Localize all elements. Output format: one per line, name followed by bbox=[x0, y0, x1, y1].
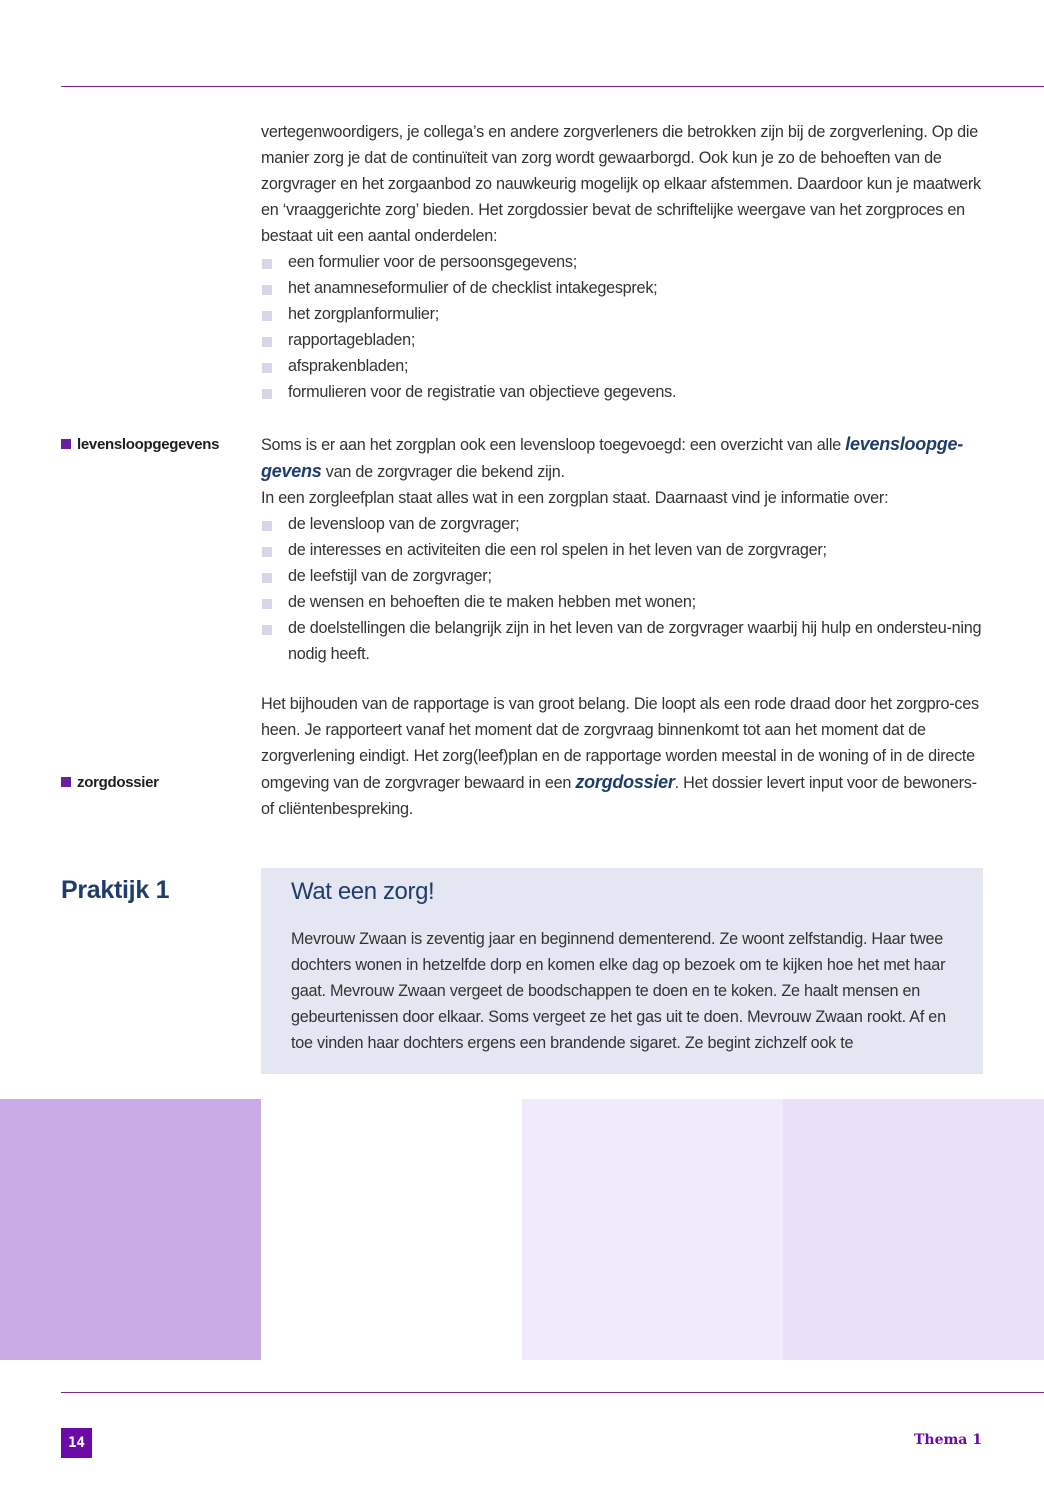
list-item: formulieren voor de registratie van objectieve gegevens. bbox=[261, 379, 983, 405]
zorgleefplan-paragraph: In een zorgleefplan staat alles wat in een zorgplan staat. Daarnaast vind je informatie over: bbox=[261, 489, 889, 507]
rapportage-paragraph: Het bijhouden van de rapportage is van groot belang. Die loopt als een rode draad door het zorgpro-ces heen. Je rapporteert vanaf het moment dat de zorgvraag binnenkomt tot aan het moment dat de zorgverlening eindigt. Het zorg(leef)plan en de rapportage worden meestal in de woning of in de directe omgeving van de zorgvrager bewaard in een zorgdossier. Het dossier levert input voor de bewoners- of cliëntenbespreking. bbox=[261, 695, 979, 818]
square-bullet-icon bbox=[262, 285, 272, 295]
square-marker-icon bbox=[61, 439, 71, 449]
dossier-parts-list bbox=[261, 249, 983, 405]
keyword-zorgdossier: zorgdossier bbox=[575, 772, 675, 792]
list-item: rapportagebladen; bbox=[261, 327, 983, 353]
list-item: afsprakenbladen; bbox=[261, 353, 983, 379]
margin-term-zorgdossier: zorgdossier bbox=[61, 772, 159, 794]
praktijk-title: Wat een zorg! bbox=[291, 878, 435, 905]
list-item: de levensloop van de zorgvrager; bbox=[261, 511, 983, 537]
list-item: de wensen en behoeften die te maken hebben met wonen; bbox=[261, 589, 983, 615]
page-number: 14 bbox=[61, 1428, 92, 1458]
praktijk-text: Mevrouw Zwaan is zeventig jaar en beginnend dementerend. Ze woont zelfstandig. Haar twee dochters wonen in hetzelfde dorp en komen elke dag op bezoek om te kijken hoe het met haar gaat. Mevrouw Zwaan vergeet de boodschappen te doen en te koken. Ze haalt mensen en gebeurtenissen door elkaar. Soms vergeet ze het gas uit te doen. Mevrouw Zwaan rookt. Af en toe vinden haar dochters ergens een brandende sigaret. Ze begint zichzelf ook te bbox=[291, 930, 946, 1052]
list-item: de interesses en activiteiten die een rol spelen in het leven van de zorgvrager; bbox=[261, 537, 983, 563]
intro-paragraph: vertegenwoordigers, je collega’s en andere zorgverleners die betrokken zijn bij de zorgverlening. Op die manier zorg je dat de continuïteit van zorg wordt gewaarborgd. Ook kun je zo de behoeften van de zorgvrager en het zorgaanbod zo nauwkeurig mogelijk op elkaar afstemmen. Daardoor kun je maatwerk en ‘vraaggerichte zorg’ bieden. Het zorgdossier bevat de schriftelijke weergave van het zorgproces en bestaat uit een aantal onderdelen: bbox=[261, 123, 981, 245]
list-item: een formulier voor de persoonsgegevens; bbox=[261, 249, 983, 275]
square-bullet-icon bbox=[262, 389, 272, 399]
levensloop-paragraph: Soms is er aan het zorgplan ook een levensloop toegevoegd: een overzicht van alle levensloopge-gevens van de zorgvrager die bekend zijn. bbox=[261, 434, 964, 481]
square-bullet-icon bbox=[262, 337, 272, 347]
square-marker-icon bbox=[61, 777, 71, 787]
footer-rule bbox=[61, 1392, 1044, 1393]
square-bullet-icon bbox=[262, 547, 272, 557]
praktijk-label: Praktijk 1 bbox=[61, 876, 170, 904]
square-bullet-icon bbox=[262, 521, 272, 531]
square-bullet-icon bbox=[262, 363, 272, 373]
praktijk-box bbox=[261, 868, 983, 1074]
margin-term-levensloopgegevens: levensloopgegevens bbox=[61, 434, 219, 456]
decorative-block-lavender bbox=[783, 1099, 1044, 1360]
square-bullet-icon bbox=[262, 573, 272, 583]
section-levensloop bbox=[261, 431, 983, 667]
section-rapportage bbox=[261, 691, 983, 822]
decorative-block-lavender-light bbox=[522, 1099, 783, 1360]
square-bullet-icon bbox=[262, 311, 272, 321]
square-bullet-icon bbox=[262, 259, 272, 269]
square-bullet-icon bbox=[262, 625, 272, 635]
list-item: de leefstijl van de zorgvrager; bbox=[261, 563, 983, 589]
zorgleefplan-list bbox=[261, 511, 983, 667]
list-item: het anamneseformulier of de checklist intakegesprek; bbox=[261, 275, 983, 301]
square-bullet-icon bbox=[262, 599, 272, 609]
section-intro bbox=[261, 119, 983, 405]
header-rule bbox=[61, 86, 1044, 87]
list-item: de doelstellingen die belangrijk zijn in het leven van de zorgvrager waarbij hij hulp en ondersteu-ning nodig heeft. bbox=[261, 615, 983, 667]
list-item: het zorgplanformulier; bbox=[261, 301, 983, 327]
decorative-block-purple bbox=[0, 1099, 261, 1360]
keyword-levensloopgegevens: levensloopge-gevens bbox=[261, 434, 964, 481]
chapter-label: Thema 1 bbox=[913, 1432, 982, 1448]
